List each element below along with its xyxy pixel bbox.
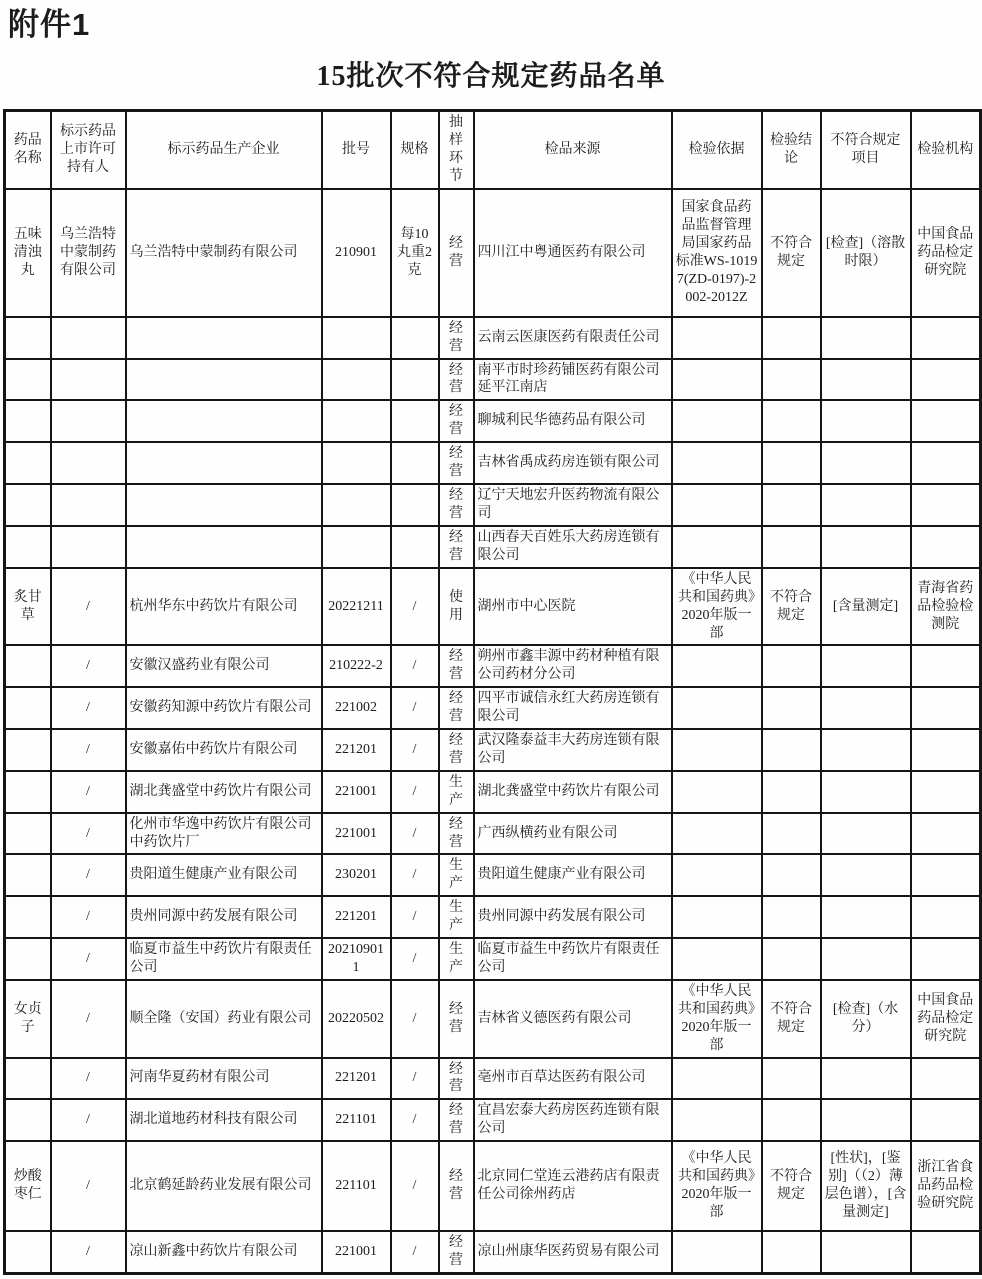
cell-sample-source: 贵州同源中药发展有限公司 xyxy=(474,896,672,938)
cell-sample-source: 朔州市鑫丰源中药材种植有限公司药材分公司 xyxy=(474,645,672,687)
column-header-test-agency: 检验机构 xyxy=(911,111,981,189)
cell-drug-name xyxy=(5,729,51,771)
cell-drug-name: 五味清浊丸 xyxy=(5,189,51,317)
cell-manufacturer xyxy=(126,442,322,484)
cell-test-agency xyxy=(911,938,981,980)
cell-license-holder xyxy=(51,484,126,526)
cell-noncompliant-items xyxy=(821,1058,911,1100)
cell-test-conclusion xyxy=(762,359,821,401)
cell-manufacturer: 顺全隆（安国）药业有限公司 xyxy=(126,980,322,1058)
cell-noncompliant-items xyxy=(821,1099,911,1141)
cell-batch-no: 221001 xyxy=(322,1231,391,1273)
cell-test-basis xyxy=(672,771,762,813)
cell-noncompliant-items xyxy=(821,317,911,359)
cell-test-conclusion xyxy=(762,771,821,813)
table-row xyxy=(5,189,981,317)
cell-sampling-stage: 经营 xyxy=(439,526,474,568)
cell-drug-name: 炒酸枣仁 xyxy=(5,1141,51,1231)
cell-noncompliant-items xyxy=(821,484,911,526)
cell-batch-no: 221201 xyxy=(322,896,391,938)
cell-manufacturer: 安徽嘉佑中药饮片有限公司 xyxy=(126,729,322,771)
cell-license-holder: / xyxy=(51,813,126,855)
column-header-license-holder: 标示药品上市许可持有人 xyxy=(51,111,126,189)
cell-license-holder xyxy=(51,400,126,442)
cell-license-holder xyxy=(51,526,126,568)
cell-test-basis: 国家食品药品监督管理局国家药品标准WS-10197(ZD-0197)-2002-2012Z xyxy=(672,189,762,317)
cell-manufacturer: 凉山新鑫中药饮片有限公司 xyxy=(126,1231,322,1273)
cell-test-conclusion xyxy=(762,1099,821,1141)
table-row xyxy=(5,1058,981,1100)
table-row xyxy=(5,317,981,359)
cell-manufacturer: 湖北龚盛堂中药饮片有限公司 xyxy=(126,771,322,813)
cell-sample-source: 云南云医康医药有限责任公司 xyxy=(474,317,672,359)
cell-test-agency xyxy=(911,484,981,526)
cell-sample-source: 辽宁天地宏升医药物流有限公司 xyxy=(474,484,672,526)
cell-drug-name xyxy=(5,484,51,526)
cell-noncompliant-items xyxy=(821,896,911,938)
cell-test-basis xyxy=(672,317,762,359)
cell-test-conclusion xyxy=(762,1231,821,1273)
table-row xyxy=(5,1231,981,1273)
table-row xyxy=(5,687,981,729)
cell-sample-source: 湖北龚盛堂中药饮片有限公司 xyxy=(474,771,672,813)
cell-batch-no: 210222-2 xyxy=(322,645,391,687)
cell-batch-no: 221002 xyxy=(322,687,391,729)
cell-manufacturer xyxy=(126,317,322,359)
cell-spec: / xyxy=(391,1231,439,1273)
cell-spec: / xyxy=(391,568,439,646)
cell-manufacturer: 河南华夏药材有限公司 xyxy=(126,1058,322,1100)
column-header-sample-source: 检品来源 xyxy=(474,111,672,189)
cell-sample-source: 武汉隆泰益丰大药房连锁有限公司 xyxy=(474,729,672,771)
cell-noncompliant-items xyxy=(821,442,911,484)
cell-sampling-stage: 经营 xyxy=(439,400,474,442)
cell-test-basis xyxy=(672,896,762,938)
cell-test-agency xyxy=(911,645,981,687)
cell-drug-name xyxy=(5,771,51,813)
column-header-noncompliant-items: 不符合规定项目 xyxy=(821,111,911,189)
cell-sampling-stage: 经营 xyxy=(439,1231,474,1273)
cell-sample-source: 山西春天百姓乐大药房连锁有限公司 xyxy=(474,526,672,568)
cell-test-agency: 青海省药品检验检测院 xyxy=(911,568,981,646)
cell-test-basis xyxy=(672,359,762,401)
cell-test-basis xyxy=(672,442,762,484)
cell-batch-no: 230201 xyxy=(322,854,391,896)
cell-sample-source: 湖州市中心医院 xyxy=(474,568,672,646)
cell-manufacturer: 乌兰浩特中蒙制药有限公司 xyxy=(126,189,322,317)
cell-license-holder: / xyxy=(51,1099,126,1141)
table-row xyxy=(5,442,981,484)
cell-sample-source: 四川江中粤通医药有限公司 xyxy=(474,189,672,317)
cell-batch-no: 221201 xyxy=(322,1058,391,1100)
cell-manufacturer: 安徽汉盛药业有限公司 xyxy=(126,645,322,687)
table-row xyxy=(5,813,981,855)
cell-test-agency xyxy=(911,317,981,359)
cell-sample-source: 吉林省义德医药有限公司 xyxy=(474,980,672,1058)
cell-test-agency xyxy=(911,896,981,938)
cell-test-conclusion xyxy=(762,526,821,568)
cell-test-agency xyxy=(911,359,981,401)
cell-manufacturer: 杭州华东中药饮片有限公司 xyxy=(126,568,322,646)
cell-batch-no: 20221211 xyxy=(322,568,391,646)
cell-drug-name xyxy=(5,687,51,729)
cell-sampling-stage: 经营 xyxy=(439,1099,474,1141)
cell-test-agency xyxy=(911,400,981,442)
cell-test-basis xyxy=(672,938,762,980)
table-row xyxy=(5,938,981,980)
table-row xyxy=(5,854,981,896)
cell-sampling-stage: 使用 xyxy=(439,568,474,646)
column-header-batch-no: 批号 xyxy=(322,111,391,189)
cell-drug-name xyxy=(5,938,51,980)
cell-manufacturer xyxy=(126,400,322,442)
cell-test-basis xyxy=(672,1231,762,1273)
cell-sampling-stage: 经营 xyxy=(439,813,474,855)
cell-test-basis xyxy=(672,813,762,855)
cell-test-basis: 《中华人民共和国药典》2020年版一部 xyxy=(672,1141,762,1231)
cell-noncompliant-items xyxy=(821,1231,911,1273)
cell-drug-name xyxy=(5,317,51,359)
cell-batch-no: 210901 xyxy=(322,189,391,317)
cell-test-agency xyxy=(911,442,981,484)
cell-sample-source: 亳州市百草达医药有限公司 xyxy=(474,1058,672,1100)
cell-drug-name xyxy=(5,1058,51,1100)
table-row xyxy=(5,729,981,771)
cell-sample-source: 宜昌宏泰大药房医药连锁有限公司 xyxy=(474,1099,672,1141)
cell-sampling-stage: 经营 xyxy=(439,442,474,484)
cell-sampling-stage: 经营 xyxy=(439,317,474,359)
cell-license-holder xyxy=(51,359,126,401)
cell-noncompliant-items xyxy=(821,400,911,442)
table-row xyxy=(5,1141,981,1231)
cell-sampling-stage: 生产 xyxy=(439,854,474,896)
cell-sample-source: 吉林省禹成药房连锁有限公司 xyxy=(474,442,672,484)
cell-batch-no xyxy=(322,484,391,526)
table-header-row xyxy=(5,111,981,189)
cell-license-holder: / xyxy=(51,771,126,813)
cell-sampling-stage: 生产 xyxy=(439,938,474,980)
table-row xyxy=(5,1099,981,1141)
cell-noncompliant-items: [含量测定] xyxy=(821,568,911,646)
cell-test-basis xyxy=(672,400,762,442)
cell-drug-name xyxy=(5,526,51,568)
cell-manufacturer: 贵阳道生健康产业有限公司 xyxy=(126,854,322,896)
cell-noncompliant-items: [检查]（水分） xyxy=(821,980,911,1058)
cell-sampling-stage: 生产 xyxy=(439,896,474,938)
cell-spec: / xyxy=(391,771,439,813)
cell-license-holder: / xyxy=(51,568,126,646)
cell-manufacturer xyxy=(126,484,322,526)
cell-test-agency xyxy=(911,813,981,855)
cell-drug-name xyxy=(5,442,51,484)
cell-batch-no xyxy=(322,526,391,568)
cell-spec: / xyxy=(391,1058,439,1100)
column-header-manufacturer: 标示药品生产企业 xyxy=(126,111,322,189)
cell-batch-no xyxy=(322,400,391,442)
cell-spec: / xyxy=(391,980,439,1058)
cell-license-holder xyxy=(51,317,126,359)
cell-test-conclusion xyxy=(762,442,821,484)
cell-manufacturer: 北京鹤延龄药业发展有限公司 xyxy=(126,1141,322,1231)
table-row xyxy=(5,484,981,526)
table-header xyxy=(5,111,981,189)
cell-test-basis xyxy=(672,1058,762,1100)
cell-manufacturer xyxy=(126,359,322,401)
cell-license-holder: / xyxy=(51,854,126,896)
cell-spec: / xyxy=(391,729,439,771)
cell-test-agency xyxy=(911,771,981,813)
cell-manufacturer: 安徽药知源中药饮片有限公司 xyxy=(126,687,322,729)
cell-test-agency xyxy=(911,526,981,568)
cell-drug-name xyxy=(5,854,51,896)
cell-test-basis: 《中华人民共和国药典》2020年版一部 xyxy=(672,980,762,1058)
cell-test-basis xyxy=(672,484,762,526)
cell-batch-no xyxy=(322,317,391,359)
cell-test-basis xyxy=(672,687,762,729)
cell-sampling-stage: 经营 xyxy=(439,359,474,401)
cell-batch-no: 221101 xyxy=(322,1099,391,1141)
cell-license-holder: / xyxy=(51,980,126,1058)
cell-spec xyxy=(391,317,439,359)
cell-test-conclusion xyxy=(762,687,821,729)
cell-noncompliant-items xyxy=(821,526,911,568)
cell-batch-no: 221001 xyxy=(322,771,391,813)
noncompliant-drugs-table xyxy=(3,109,982,1275)
cell-sampling-stage: 经营 xyxy=(439,1058,474,1100)
cell-license-holder: / xyxy=(51,687,126,729)
cell-spec xyxy=(391,526,439,568)
cell-noncompliant-items: [性状]，[鉴别]（（2）薄层色谱），[含量测定] xyxy=(821,1141,911,1231)
table-row xyxy=(5,771,981,813)
cell-noncompliant-items xyxy=(821,687,911,729)
cell-batch-no: 202109011 xyxy=(322,938,391,980)
cell-license-holder: / xyxy=(51,896,126,938)
cell-drug-name xyxy=(5,896,51,938)
cell-test-conclusion xyxy=(762,484,821,526)
cell-test-conclusion xyxy=(762,854,821,896)
cell-license-holder: / xyxy=(51,1231,126,1273)
cell-spec: / xyxy=(391,1099,439,1141)
cell-test-conclusion xyxy=(762,400,821,442)
cell-test-conclusion xyxy=(762,896,821,938)
cell-batch-no: 20220502 xyxy=(322,980,391,1058)
column-header-sampling-stage: 抽样环节 xyxy=(439,111,474,189)
cell-test-conclusion: 不符合规定 xyxy=(762,980,821,1058)
cell-sample-source: 广西纵横药业有限公司 xyxy=(474,813,672,855)
cell-license-holder: / xyxy=(51,1058,126,1100)
cell-test-agency: 中国食品药品检定研究院 xyxy=(911,189,981,317)
cell-manufacturer: 临夏市益生中药饮片有限责任公司 xyxy=(126,938,322,980)
column-header-spec: 规格 xyxy=(391,111,439,189)
cell-batch-no xyxy=(322,359,391,401)
cell-manufacturer: 化州市华逸中药饮片有限公司中药饮片厂 xyxy=(126,813,322,855)
cell-drug-name xyxy=(5,400,51,442)
cell-noncompliant-items xyxy=(821,854,911,896)
cell-spec: / xyxy=(391,854,439,896)
cell-sampling-stage: 生产 xyxy=(439,771,474,813)
cell-drug-name xyxy=(5,1099,51,1141)
cell-noncompliant-items xyxy=(821,813,911,855)
cell-test-basis xyxy=(672,854,762,896)
cell-license-holder: 乌兰浩特中蒙制药有限公司 xyxy=(51,189,126,317)
cell-spec: / xyxy=(391,813,439,855)
cell-sample-source: 凉山州康华医药贸易有限公司 xyxy=(474,1231,672,1273)
page-title: 15批次不符合规定药品名单 xyxy=(316,61,666,93)
cell-spec: / xyxy=(391,687,439,729)
table-row xyxy=(5,526,981,568)
cell-noncompliant-items xyxy=(821,729,911,771)
cell-test-conclusion: 不符合规定 xyxy=(762,1141,821,1231)
cell-license-holder: / xyxy=(51,729,126,771)
cell-drug-name xyxy=(5,645,51,687)
cell-license-holder: / xyxy=(51,645,126,687)
table-row xyxy=(5,568,981,646)
cell-test-agency xyxy=(911,687,981,729)
cell-batch-no: 221101 xyxy=(322,1141,391,1231)
cell-license-holder xyxy=(51,442,126,484)
cell-test-conclusion: 不符合规定 xyxy=(762,568,821,646)
cell-drug-name: 女贞子 xyxy=(5,980,51,1058)
cell-drug-name xyxy=(5,1231,51,1273)
cell-noncompliant-items xyxy=(821,771,911,813)
cell-sampling-stage: 经营 xyxy=(439,687,474,729)
cell-manufacturer xyxy=(126,526,322,568)
cell-test-conclusion xyxy=(762,317,821,359)
cell-sample-source: 聊城利民华德药品有限公司 xyxy=(474,400,672,442)
cell-license-holder: / xyxy=(51,1141,126,1231)
table-row xyxy=(5,896,981,938)
cell-spec xyxy=(391,359,439,401)
cell-batch-no: 221001 xyxy=(322,813,391,855)
cell-spec xyxy=(391,484,439,526)
cell-spec xyxy=(391,442,439,484)
cell-sampling-stage: 经营 xyxy=(439,729,474,771)
cell-test-basis xyxy=(672,526,762,568)
cell-spec: / xyxy=(391,938,439,980)
cell-noncompliant-items: [检查]（溶散时限） xyxy=(821,189,911,317)
cell-manufacturer: 贵州同源中药发展有限公司 xyxy=(126,896,322,938)
cell-test-conclusion xyxy=(762,813,821,855)
cell-test-basis xyxy=(672,1099,762,1141)
cell-sample-source: 临夏市益生中药饮片有限责任公司 xyxy=(474,938,672,980)
table-body xyxy=(5,189,981,1274)
cell-test-basis xyxy=(672,645,762,687)
cell-test-conclusion xyxy=(762,1058,821,1100)
table-row xyxy=(5,980,981,1058)
cell-manufacturer: 湖北道地药材科技有限公司 xyxy=(126,1099,322,1141)
attachment-label: 附件1 xyxy=(8,7,91,42)
cell-sample-source: 南平市时珍药铺医药有限公司延平江南店 xyxy=(474,359,672,401)
cell-test-agency xyxy=(911,1099,981,1141)
cell-sampling-stage: 经营 xyxy=(439,1141,474,1231)
cell-batch-no: 221201 xyxy=(322,729,391,771)
cell-spec: 每10丸重2克 xyxy=(391,189,439,317)
cell-test-agency xyxy=(911,1058,981,1100)
cell-batch-no xyxy=(322,442,391,484)
cell-license-holder: / xyxy=(51,938,126,980)
cell-test-agency: 中国食品药品检定研究院 xyxy=(911,980,981,1058)
cell-spec: / xyxy=(391,896,439,938)
cell-test-conclusion xyxy=(762,729,821,771)
cell-sample-source: 贵阳道生健康产业有限公司 xyxy=(474,854,672,896)
cell-spec xyxy=(391,400,439,442)
cell-test-agency xyxy=(911,1231,981,1273)
cell-test-basis xyxy=(672,729,762,771)
table-row xyxy=(5,359,981,401)
cell-spec: / xyxy=(391,1141,439,1231)
cell-drug-name xyxy=(5,359,51,401)
cell-test-agency xyxy=(911,854,981,896)
table-row xyxy=(5,645,981,687)
column-header-drug-name: 药品名称 xyxy=(5,111,51,189)
cell-sampling-stage: 经营 xyxy=(439,189,474,317)
cell-test-conclusion: 不符合规定 xyxy=(762,189,821,317)
cell-noncompliant-items xyxy=(821,645,911,687)
column-header-test-conclusion: 检验结论 xyxy=(762,111,821,189)
cell-test-conclusion xyxy=(762,938,821,980)
cell-noncompliant-items xyxy=(821,359,911,401)
cell-sample-source: 北京同仁堂连云港药店有限责任公司徐州药店 xyxy=(474,1141,672,1231)
cell-sampling-stage: 经营 xyxy=(439,645,474,687)
cell-sampling-stage: 经营 xyxy=(439,484,474,526)
cell-sample-source: 四平市诚信永红大药房连锁有限公司 xyxy=(474,687,672,729)
table-row xyxy=(5,400,981,442)
cell-test-basis: 《中华人民共和国药典》2020年版一部 xyxy=(672,568,762,646)
cell-test-conclusion xyxy=(762,645,821,687)
cell-sampling-stage: 经营 xyxy=(439,980,474,1058)
cell-drug-name xyxy=(5,813,51,855)
cell-noncompliant-items xyxy=(821,938,911,980)
cell-drug-name: 炙甘草 xyxy=(5,568,51,646)
cell-test-agency: 浙江省食品药品检验研究院 xyxy=(911,1141,981,1231)
cell-spec: / xyxy=(391,645,439,687)
column-header-test-basis: 检验依据 xyxy=(672,111,762,189)
cell-test-agency xyxy=(911,729,981,771)
